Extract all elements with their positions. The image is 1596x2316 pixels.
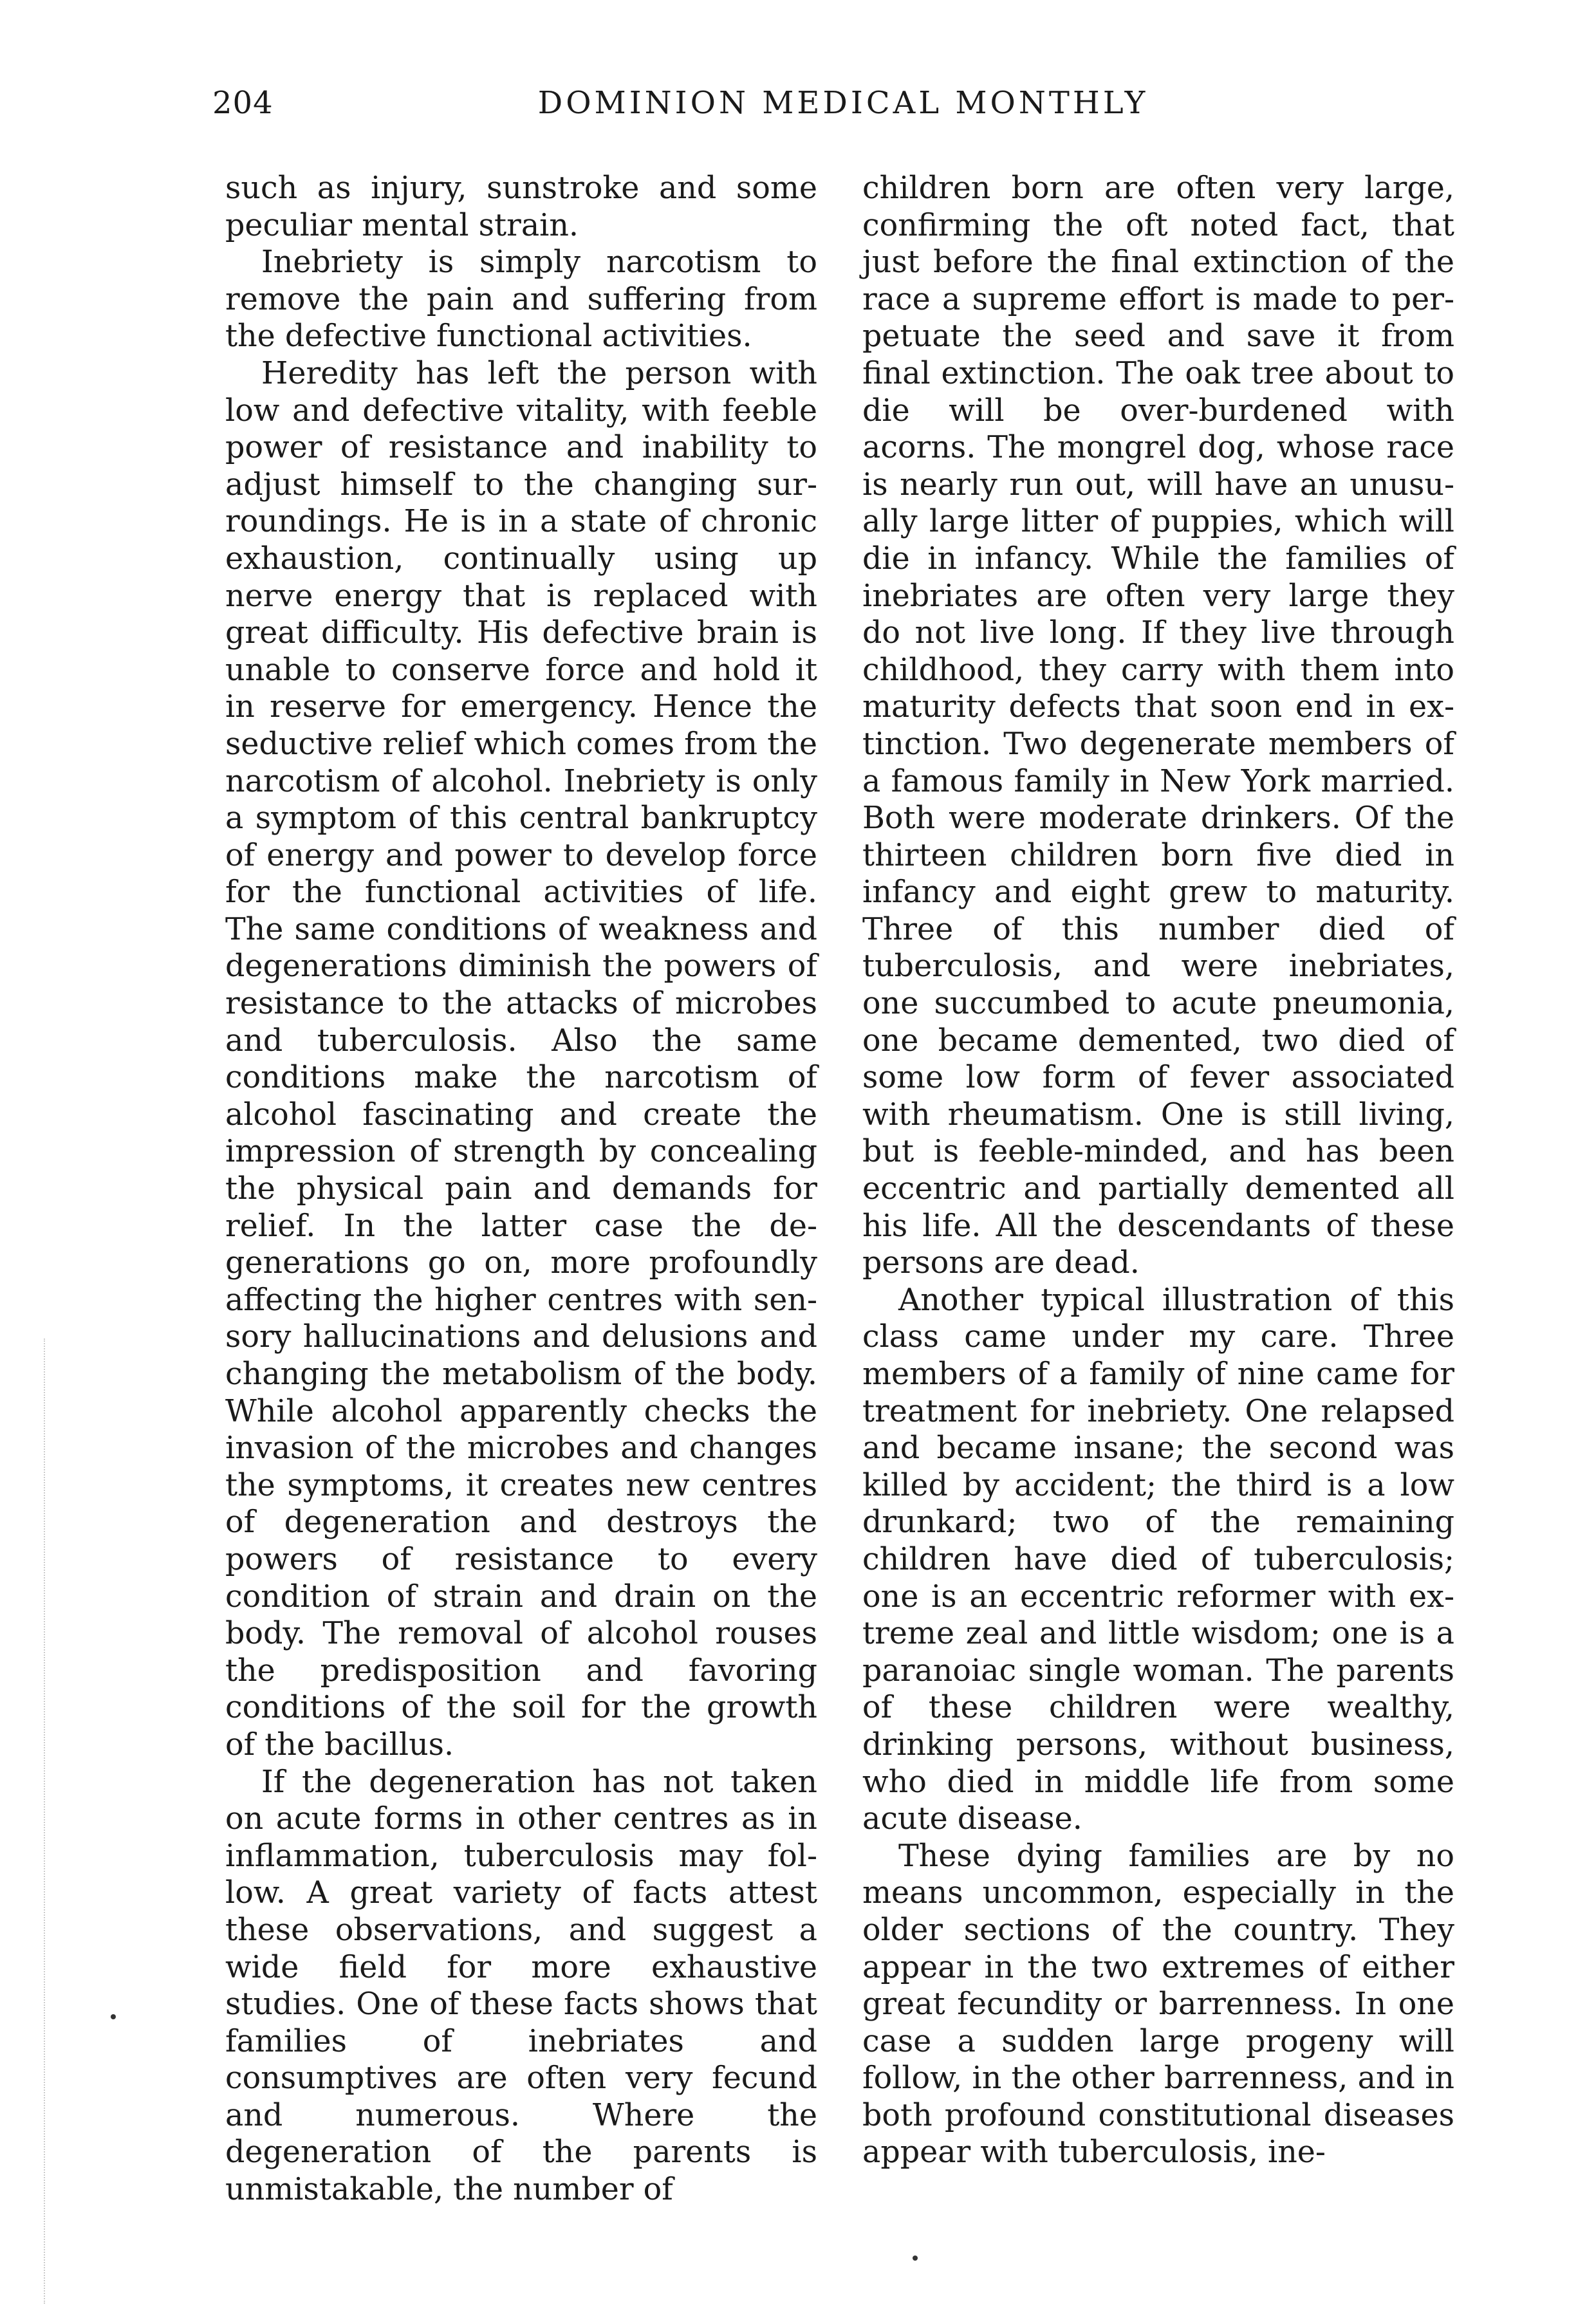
scan-speck xyxy=(913,2256,918,2261)
paragraph: such as injury, sunstroke and some peculiar mental strain. xyxy=(225,171,817,243)
scan-speck xyxy=(111,2014,116,2019)
paragraph: Another typical illustration of this class came under my care. Three members of a family of nine came for treatment for inebriety. One relapsed and became insane; the second was killed by accident; the third is a low drunkard; two of the remaining children have died of tuberculosis; one is an eccentric reformer with extreme zeal and little wisdom; one is a paranoiac single woman. The parents of these children were wealthy, drinking persons, without business, who died in middle life from some acute disease. xyxy=(862,1282,1454,1837)
paragraph: Inebriety is simply narcotism to remove the pain and suffering from the defective functional activities. xyxy=(225,245,817,355)
paragraph: These dying families are by no means uncommon, especially in the older sections of the country. They appear in the two extremes of either great fecundity or barrenness. In one case a sudden large progeny will follow, in the other barrenness, and in both profound constitutional diseases appear with tuberculosis, ine- xyxy=(862,1838,1454,2171)
paragraph: Heredity has left the person with low and defective vitality, with feeble power of resistance and inability to adjust himself to the changing surroundings. He is in a state of chronic exhaustion, continually using up nerve energy that is replaced with great difficulty. His defective brain is unable to conserve force and hold it in reserve for emergency. Hence the seductive relief which comes from the narcotism of alcohol. Inebriety is only a symptom of this central bankruptcy of energy and power to develop force for the functional activities of life. The same conditions of weakness and degenerations diminish the powers of resistance to the attacks of microbes and tuberculosis. Also the same conditions make the narcotism of alcohol fascinating and create the impression of strength by concealing the physical pain and demands for relief. In the latter case the degenerations go on, more profoundly affecting the higher centres with sensory hallucinations and delusions and changing the metabolism of the body. While alcohol apparently checks the invasion of the microbes and changes the symptoms, it creates new centres of degeneration and destroys the powers of resistance to every condition of strain and drain on the body. The removal of alcohol rouses the predisposition and favoring conditions of the soil for the growth of the bacillus. xyxy=(225,355,817,1763)
page-number: 204 xyxy=(212,85,274,121)
page-header xyxy=(212,85,1474,136)
running-head: DOMINION MEDICAL MONTHLY xyxy=(537,85,1149,121)
paragraph: If the degeneration has not taken on acute forms in other centres as in inflammation, tuberculosis may follow. A great variety of facts attest these observations, and suggest a wide field for more exhaustive studies. One of these facts shows that families of inebriates and consumptives are often very fecund and numerous. Where the degeneration of the parents is unmistakable, the number of xyxy=(225,1764,817,2208)
scan-margin-marks xyxy=(44,1339,64,2304)
right-column xyxy=(862,170,1454,2171)
paragraph: children born are often very large, confirming the oft noted fact, that just before the final extinction of the race a supreme effort is made to perpetuate the seed and save it from final extinction. The oak tree about to die will be over-burdened with acorns. The mongrel dog, whose race is nearly run out, will have an unusually large litter of puppies, which will die in infancy. While the families of inebriates are often very large they do not live long. If they live through childhood, they carry with them into maturity defects that soon end in extinction. Two degenerate members of a famous family in New York married. Both were moderate drinkers. Of the thirteen children born five died in infancy and eight grew to maturity. Three of this number died of tuberculosis, and were inebriates, one succumbed to acute pneumonia, one became demented, two died of some low form of fever associated with rheumatism. One is still living, but is feeble-minded, and has been eccentric and partially demented all his life. All the descendants of these persons are dead. xyxy=(862,171,1454,1281)
left-column xyxy=(225,170,817,2209)
